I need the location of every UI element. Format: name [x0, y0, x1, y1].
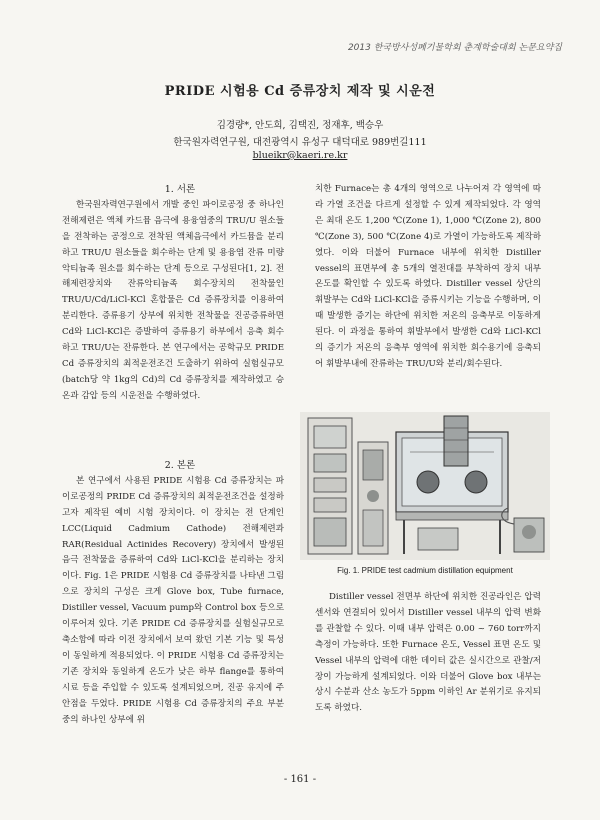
- main-continuation: [315, 182, 541, 373]
- main-continuation-paragraph: 치한 Furnace는 총 4개의 영역으로 나누어져 각 영역에 따라 가열 조건을 다르게 설정할 수 있게 제작되었다. 각 영역은 최대 온도 1,200 ℃(Zone 1), 1,000 ℃(Zone 2), 800 ℃(Zone 3), 500 ℃(Zone 4)로 가열이 가능하도록 제작하였다. 이와 더불어 Furnace 내부에 위치한 Distiller vessel의 표면부에 총 5개의 열전대를 부착하여 장치 내부 온도를 확인할 수 있도록 하였다. Distiller vessel 상단의 휘발부는 Cd와 LiCl-KCl을 증류시키는 기능을 수행하며, 이때 발생한 증기는 하단에 위치한 저온의 응축부로 이동하게 된다. 이 과정을 통하여 휘발부에서 발생한 Cd와 LiCl-KCl의 증기가 저온의 응축부 영역에 위치한 회수용기에 응축되어 휘발부내에 잔류하는 TRU/U와 분리/회수된다.: [315, 184, 541, 369]
- affiliation: 한국원자력연구원, 대전광역시 유성구 대덕대로 989번길111: [173, 137, 427, 148]
- paper-title: PRIDE 시험용 Cd 증류장치 제작 및 시운전: [164, 84, 436, 99]
- main-paragraph: 본 연구에서 사용된 PRIDE 시험용 Cd 증류장치는 파이로공정의 PRIDE Cd 증류장치의 최적운전조건을 설정하고자 제작된 예비 시험 장치이다. 이 장치는 전 단계인 LCC(Liquid Cadmium Cathode) 전해제련과 RAR(Residual Actinides Recovery) 장치에서 발생된 음극 전착물을 증류하여 Cd와 LiCl-KCl을 분리하는 장치이다. Fig. 1은 PRIDE 시험용 Cd 증류장치를 나타낸 그림으로 장치의 구성은 크게 Glove box, Tube furnace, Distiller vessel, Vacuum pump와 Control box 등으로 이루어져 있다. 기존 PRIDE Cd 증류장치를 실험실규모로 축소함에 따라 이전 장치에서 보여 왔던 기본 기능 및 특성이 동일하게 적용되었다. 이 PRIDE 시험용 Cd 증류장치는 기존 장치와 동일하게 온도가 낮은 하부 flange를 통하여 시료 등을 주입할 수 있도록 설계되었으며, 진공 유지에 주안점을 두었다. PRIDE 시험용 Cd 증류장치의 주요 부분 중의 하나인 상부에 위: [62, 475, 284, 725]
- after-figure-paragraph: Distiller vessel 전면부 하단에 위치한 진공라인은 압력 센서와 연결되어 있어서 Distiller vessel 내부의 압력 변화를 관찰할 수 있다. 이때 내부 압력은 0.00 ~ 760 torr까지 측정이 가능하다. 또한 Furnace 온도, Vessel 표면 온도 및 Vessel 내부의 압력에 대한 데이터 값은 실시간으로 관찰/저장이 가능하게 설계되었다. 이와 더불어 Glove box 내부는 상시 수분과 산소 농도가 5ppm 이하인 Ar 분위기로 유지되도록 하였다.: [315, 592, 541, 714]
- page-number: - 161 -: [283, 774, 317, 785]
- figure-caption: Fig. 1. PRIDE test cadmium distillation equipment: [337, 566, 513, 575]
- after-figure-section: [315, 590, 541, 717]
- running-header: 2013 한국방사성폐기물학회 춘계학술대회 논문요약집: [347, 43, 562, 53]
- author-list: 김경량*, 안도희, 김택진, 정재후, 백승우: [216, 120, 384, 131]
- author-email[interactable]: blueikr@kaeri.re.kr: [252, 150, 348, 161]
- main-heading: 2. 본론: [164, 460, 196, 471]
- equipment-illustration: [300, 412, 550, 560]
- equipment-photo: [300, 412, 550, 560]
- intro-section: [62, 182, 284, 405]
- main-section: [62, 458, 284, 728]
- intro-paragraph: 한국원자력연구원에서 개발 중인 파이로공정 중 하나인 전해제련은 액체 카드뮴 음극에 용융염중의 TRU/U 원소들을 전착하는 공정으로 전착된 액체음극에서 카드뮴을 분리하고 TRU/U 원소들을 회수하는 단계 및 용융염 잔류 미량 악티늄족 원소를 회수하는 단계 등으로 구성된다[1, 2]. 전해제련장치와 잔류악티늄족 회수장치의 전착물인 TRU/U/Cd/LiCl-KCl 혼합물은 Cd 증류장치를 이용하여 분리한다. 증류용기 상부에 위치한 전착물을 진공증류하면 Cd와 LiCl-KCl은 증발하여 증류용기 하부에서 응축 회수하고 TRU/U는 잔류한다. 본 연구에서는 공학규모 PRIDE Cd 증류장치의 최적운전조건 도출하기 위하여 실험실규모(batch당 약 1kg의 Cd)의 Cd 증류장치를 제작하였고 승온과 감압 등의 시운전을 수행하였다.: [62, 199, 284, 401]
- intro-heading: 1. 서론: [164, 184, 196, 195]
